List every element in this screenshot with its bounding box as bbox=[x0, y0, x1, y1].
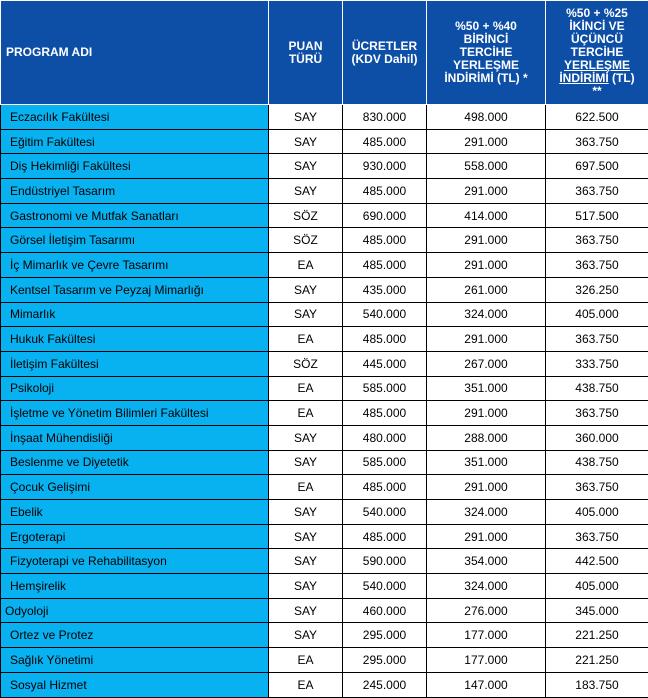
second-pref-header-line: YERLEŞME bbox=[548, 59, 646, 72]
score-type-header-line: TÜRÜ bbox=[271, 53, 340, 66]
table-row bbox=[1, 648, 648, 673]
fee-cell: 540.000 bbox=[343, 500, 427, 525]
score-type-cell: EA bbox=[269, 672, 343, 697]
program-name-cell: Görsel İletişim Tasarımı bbox=[1, 228, 269, 253]
score-type-cell: SAY bbox=[269, 500, 343, 525]
second-third-preference-discount-cell: 363.750 bbox=[546, 475, 648, 500]
first-preference-discount-cell: 291.000 bbox=[427, 129, 546, 154]
score-type-cell: SÖZ bbox=[269, 203, 343, 228]
table-row bbox=[1, 623, 648, 648]
score-type-cell: SAY bbox=[269, 425, 343, 450]
first-preference-discount-cell: 147.000 bbox=[427, 672, 546, 697]
program-name-cell: Odyoloji bbox=[1, 598, 269, 623]
table-row bbox=[1, 475, 648, 500]
first-preference-discount-cell: 351.000 bbox=[427, 450, 546, 475]
fees-header-line: ÜCRETLER bbox=[345, 40, 424, 53]
program-name-header bbox=[1, 1, 269, 105]
second-pref-header-footnote-mark: ** bbox=[548, 85, 646, 98]
first-preference-discount-cell: 177.000 bbox=[427, 648, 546, 673]
first-preference-discount-cell: 498.000 bbox=[427, 105, 546, 130]
first-preference-discount-cell: 288.000 bbox=[427, 425, 546, 450]
first-preference-discount-cell: 291.000 bbox=[427, 228, 546, 253]
score-type-cell: SAY bbox=[269, 524, 343, 549]
second-third-preference-discount-cell: 442.500 bbox=[546, 549, 648, 574]
second-third-preference-discount-cell: 345.000 bbox=[546, 598, 648, 623]
fee-cell: 445.000 bbox=[343, 351, 427, 376]
table-row bbox=[1, 450, 648, 475]
second-third-preference-discount-cell: 405.000 bbox=[546, 302, 648, 327]
fees-header bbox=[343, 1, 427, 105]
first-preference-discount-cell: 261.000 bbox=[427, 277, 546, 302]
first-preference-discount-cell: 267.000 bbox=[427, 351, 546, 376]
second-pref-header-line: ÜÇÜNCÜ bbox=[548, 33, 646, 46]
table-row bbox=[1, 253, 648, 278]
table-row bbox=[1, 500, 648, 525]
score-type-cell: EA bbox=[269, 475, 343, 500]
first-preference-discount-cell: 351.000 bbox=[427, 376, 546, 401]
score-type-cell: EA bbox=[269, 648, 343, 673]
score-type-cell: EA bbox=[269, 376, 343, 401]
program-name-cell: Ergoterapi bbox=[1, 524, 269, 549]
score-type-cell: SAY bbox=[269, 154, 343, 179]
program-name-cell: Sosyal Hizmet bbox=[1, 672, 269, 697]
program-name-cell: Kentsel Tasarım ve Peyzaj Mimarlığı bbox=[1, 277, 269, 302]
program-name-cell: Hukuk Fakültesi bbox=[1, 327, 269, 352]
first-pref-header-line: TERCİHE bbox=[429, 46, 543, 59]
fee-cell: 485.000 bbox=[343, 253, 427, 278]
program-name-cell: İşletme ve Yönetim Bilimleri Fakültesi bbox=[1, 401, 269, 426]
table-row bbox=[1, 129, 648, 154]
score-type-header bbox=[269, 1, 343, 105]
fee-cell: 485.000 bbox=[343, 179, 427, 204]
fee-cell: 435.000 bbox=[343, 277, 427, 302]
second-third-preference-discount-cell: 438.750 bbox=[546, 450, 648, 475]
second-pref-header-underlined: İNDİRİMİ bbox=[559, 71, 608, 85]
first-pref-header-line: BİRİNCİ bbox=[429, 33, 543, 46]
second-third-preference-discount-cell: 326.250 bbox=[546, 277, 648, 302]
score-type-cell: SAY bbox=[269, 450, 343, 475]
second-third-preference-discount-cell: 363.750 bbox=[546, 327, 648, 352]
table-row bbox=[1, 179, 648, 204]
fee-cell: 830.000 bbox=[343, 105, 427, 130]
program-name-cell: Eğitim Fakültesi bbox=[1, 129, 269, 154]
second-third-preference-discount-cell: 438.750 bbox=[546, 376, 648, 401]
program-name-cell: Gastronomi ve Mutfak Sanatları bbox=[1, 203, 269, 228]
program-name-cell: Diş Hekimliği Fakültesi bbox=[1, 154, 269, 179]
program-name-cell: İç Mimarlık ve Çevre Tasarımı bbox=[1, 253, 269, 278]
program-name-header-label: PROGRAM ADI bbox=[6, 46, 266, 59]
first-preference-discount-cell: 291.000 bbox=[427, 524, 546, 549]
second-third-preference-discount-cell: 405.000 bbox=[546, 574, 648, 599]
score-type-cell: SAY bbox=[269, 179, 343, 204]
first-preference-discount-cell: 324.000 bbox=[427, 302, 546, 327]
header-row bbox=[1, 1, 648, 105]
second-third-preference-discount-cell: 405.000 bbox=[546, 500, 648, 525]
fee-cell: 485.000 bbox=[343, 401, 427, 426]
score-type-cell: SAY bbox=[269, 129, 343, 154]
second-third-preference-discount-cell: 221.250 bbox=[546, 623, 648, 648]
score-type-cell: EA bbox=[269, 327, 343, 352]
fees-header-line: (KDV Dahil) bbox=[345, 53, 424, 66]
first-preference-discount-cell: 324.000 bbox=[427, 574, 546, 599]
first-preference-discount-header bbox=[427, 1, 546, 105]
program-name-cell: Fizyoterapi ve Rehabilitasyon bbox=[1, 549, 269, 574]
fee-cell: 485.000 bbox=[343, 524, 427, 549]
score-type-cell: SAY bbox=[269, 105, 343, 130]
second-third-preference-discount-cell: 363.750 bbox=[546, 228, 648, 253]
score-type-header-line: PUAN bbox=[271, 40, 340, 53]
score-type-cell: SAY bbox=[269, 277, 343, 302]
program-name-cell: Ebelik bbox=[1, 500, 269, 525]
second-pref-header-line: İKİNCİ VE bbox=[548, 20, 646, 33]
table-row bbox=[1, 351, 648, 376]
program-name-cell: Endüstriyel Tasarım bbox=[1, 179, 269, 204]
score-type-cell: EA bbox=[269, 401, 343, 426]
fee-cell: 245.000 bbox=[343, 672, 427, 697]
score-type-cell: SÖZ bbox=[269, 351, 343, 376]
first-preference-discount-cell: 354.000 bbox=[427, 549, 546, 574]
table-row bbox=[1, 154, 648, 179]
fee-cell: 540.000 bbox=[343, 302, 427, 327]
program-name-cell: Ortez ve Protez bbox=[1, 623, 269, 648]
score-type-cell: SAY bbox=[269, 549, 343, 574]
second-pref-header-unit: (TL) bbox=[609, 71, 635, 85]
second-third-preference-discount-cell: 622.500 bbox=[546, 105, 648, 130]
score-type-cell: SAY bbox=[269, 302, 343, 327]
table-row bbox=[1, 672, 648, 697]
fee-cell: 485.000 bbox=[343, 228, 427, 253]
second-third-preference-discount-cell: 360.000 bbox=[546, 425, 648, 450]
first-pref-header-line: %50 + %40 bbox=[429, 20, 543, 33]
program-name-cell: İletişim Fakültesi bbox=[1, 351, 269, 376]
table-row bbox=[1, 302, 648, 327]
program-name-cell: Sağlık Yönetimi bbox=[1, 648, 269, 673]
second-third-preference-discount-cell: 363.750 bbox=[546, 401, 648, 426]
program-name-cell: Çocuk Gelişimi bbox=[1, 475, 269, 500]
score-type-cell: SÖZ bbox=[269, 228, 343, 253]
first-preference-discount-cell: 291.000 bbox=[427, 179, 546, 204]
fee-cell: 485.000 bbox=[343, 129, 427, 154]
table-row bbox=[1, 549, 648, 574]
score-type-cell: SAY bbox=[269, 623, 343, 648]
first-preference-discount-cell: 291.000 bbox=[427, 475, 546, 500]
first-pref-header-line: İNDİRİMİ (TL) * bbox=[429, 72, 543, 85]
first-preference-discount-cell: 276.000 bbox=[427, 598, 546, 623]
second-third-preference-discount-cell: 363.750 bbox=[546, 253, 648, 278]
fee-cell: 485.000 bbox=[343, 327, 427, 352]
second-pref-header-line: TERCİHE bbox=[548, 46, 646, 59]
table-row bbox=[1, 401, 648, 426]
first-preference-discount-cell: 291.000 bbox=[427, 327, 546, 352]
fee-cell: 540.000 bbox=[343, 574, 427, 599]
fee-cell: 585.000 bbox=[343, 376, 427, 401]
table-row bbox=[1, 524, 648, 549]
table-row bbox=[1, 277, 648, 302]
score-type-cell: SAY bbox=[269, 574, 343, 599]
fee-cell: 480.000 bbox=[343, 425, 427, 450]
second-third-preference-discount-cell: 333.750 bbox=[546, 351, 648, 376]
program-name-cell: İnşaat Mühendisliği bbox=[1, 425, 269, 450]
second-third-preference-discount-cell: 221.250 bbox=[546, 648, 648, 673]
first-preference-discount-cell: 291.000 bbox=[427, 401, 546, 426]
program-name-cell: Eczacılık Fakültesi bbox=[1, 105, 269, 130]
program-name-cell: Hemşirelik bbox=[1, 574, 269, 599]
first-pref-header-line: YERLEŞME bbox=[429, 59, 543, 72]
score-type-cell: EA bbox=[269, 253, 343, 278]
fee-cell: 485.000 bbox=[343, 475, 427, 500]
table-row bbox=[1, 574, 648, 599]
fee-cell: 460.000 bbox=[343, 598, 427, 623]
table-row bbox=[1, 203, 648, 228]
program-name-cell: Mimarlık bbox=[1, 302, 269, 327]
first-preference-discount-cell: 177.000 bbox=[427, 623, 546, 648]
second-third-preference-discount-cell: 363.750 bbox=[546, 129, 648, 154]
first-preference-discount-cell: 324.000 bbox=[427, 500, 546, 525]
fee-cell: 930.000 bbox=[343, 154, 427, 179]
second-third-preference-discount-cell: 363.750 bbox=[546, 524, 648, 549]
second-pref-header-line: %50 + %25 bbox=[548, 7, 646, 20]
fee-cell: 590.000 bbox=[343, 549, 427, 574]
fee-cell: 585.000 bbox=[343, 450, 427, 475]
fee-cell: 295.000 bbox=[343, 623, 427, 648]
second-third-preference-discount-header bbox=[546, 1, 648, 105]
table-row bbox=[1, 228, 648, 253]
score-type-cell: SAY bbox=[269, 598, 343, 623]
program-name-cell: Beslenme ve Diyetetik bbox=[1, 450, 269, 475]
second-third-preference-discount-cell: 517.500 bbox=[546, 203, 648, 228]
first-preference-discount-cell: 414.000 bbox=[427, 203, 546, 228]
program-name-cell: Psikoloji bbox=[1, 376, 269, 401]
table-row bbox=[1, 105, 648, 130]
table-row bbox=[1, 327, 648, 352]
table-row bbox=[1, 425, 648, 450]
first-preference-discount-cell: 291.000 bbox=[427, 253, 546, 278]
fee-cell: 295.000 bbox=[343, 648, 427, 673]
table-row bbox=[1, 598, 648, 623]
second-third-preference-discount-cell: 363.750 bbox=[546, 179, 648, 204]
first-preference-discount-cell: 558.000 bbox=[427, 154, 546, 179]
fee-cell: 690.000 bbox=[343, 203, 427, 228]
table-row bbox=[1, 376, 648, 401]
second-third-preference-discount-cell: 697.500 bbox=[546, 154, 648, 179]
second-third-preference-discount-cell: 183.750 bbox=[546, 672, 648, 697]
